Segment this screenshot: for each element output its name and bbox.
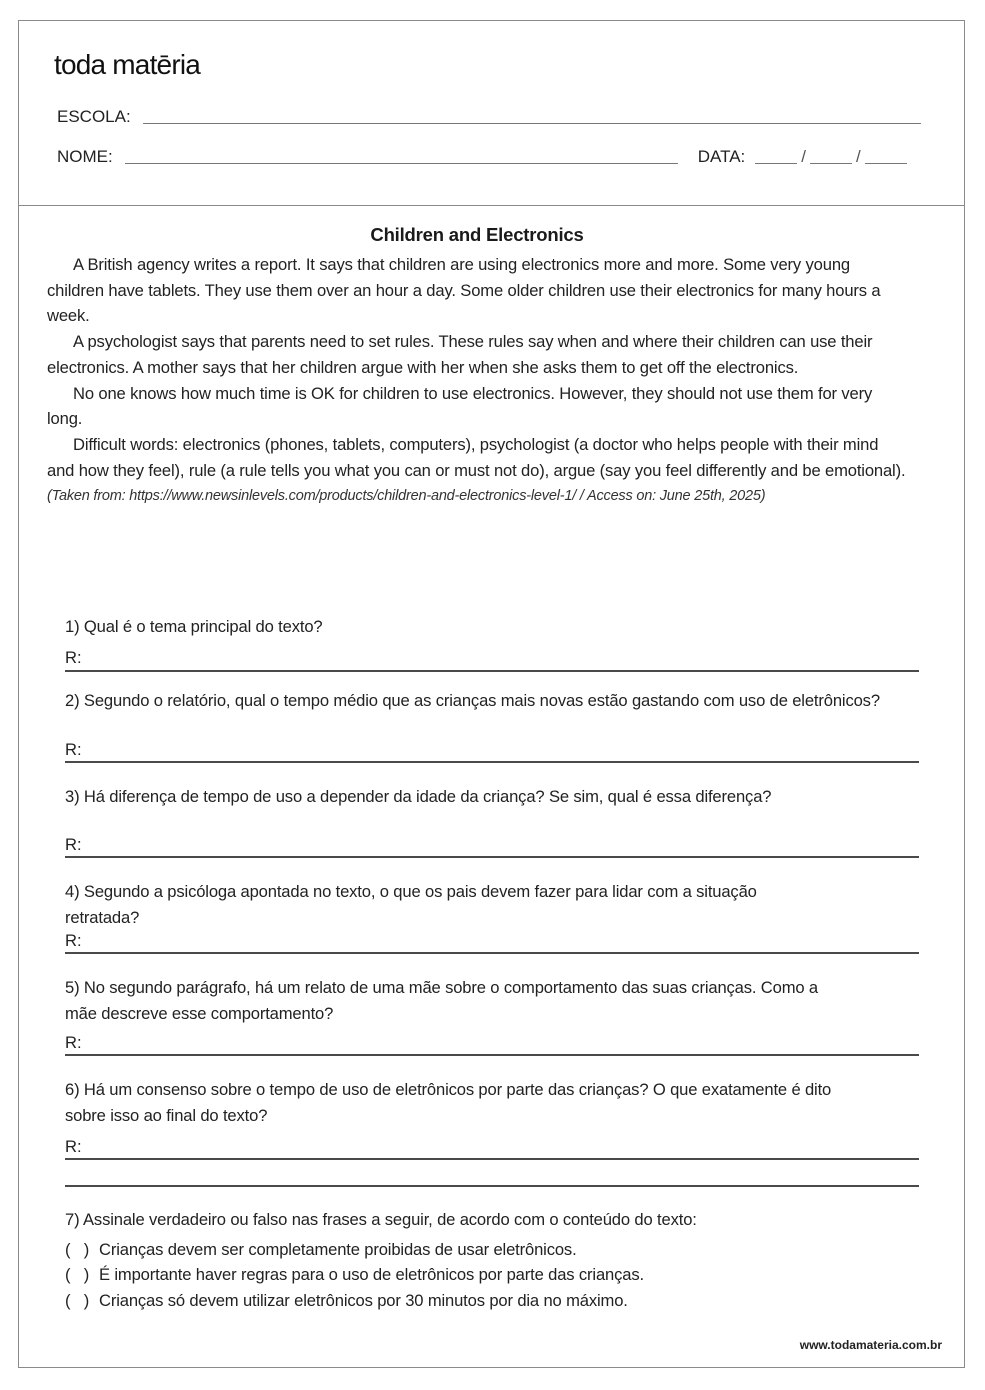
answer-line[interactable] bbox=[65, 952, 919, 954]
question-1: 1) Qual é o tema principal do texto? bbox=[65, 617, 323, 636]
tf-item bbox=[65, 1237, 697, 1263]
date-separator: / bbox=[801, 147, 807, 166]
escola-field bbox=[57, 107, 921, 127]
true-false-section bbox=[65, 1207, 697, 1314]
date-day-blank[interactable] bbox=[755, 163, 797, 164]
worksheet-header bbox=[19, 21, 964, 206]
answer-line[interactable] bbox=[65, 1158, 919, 1160]
data-label: DATA: bbox=[697, 147, 746, 166]
nome-input-line[interactable] bbox=[125, 163, 678, 164]
answer-line[interactable] bbox=[65, 1054, 919, 1056]
article-title: Children and Electronics bbox=[370, 224, 584, 245]
tf-statement: Crianças só devem utilizar eletrônicos por 30 minutos por dia no máximo. bbox=[99, 1291, 628, 1311]
answer-label: R: bbox=[65, 931, 82, 950]
tf-checkbox[interactable]: ( ) bbox=[65, 1265, 90, 1285]
brand-logo: toda matēria bbox=[54, 49, 201, 80]
article-paragraph: A British agency writes a report. It says that children are using electronics more and more. Some very young children have tablets. They use them over an hour a day. Some older children use their electronics for many hours a week. bbox=[47, 255, 881, 326]
question-2: 2) Segundo o relatório, qual o tempo médio que as crianças mais novas estão gastando com uso de eletrônicos? bbox=[65, 691, 880, 710]
article-paragraph: No one knows how much time is OK for children to use electronics. However, they should not use them for very long. bbox=[47, 383, 873, 429]
nome-field bbox=[57, 147, 907, 167]
tf-item bbox=[65, 1262, 697, 1288]
tf-statement: Crianças devem ser completamente proibidas de usar eletrônicos. bbox=[99, 1239, 577, 1259]
escola-label: ESCOLA: bbox=[57, 107, 131, 126]
answer-label: R: bbox=[65, 740, 82, 759]
article-paragraph: A psychologist says that parents need to set rules. These rules say when and where their children can use their electronics. A mother says that her children argue with her when she asks them to get off the electronics. bbox=[47, 332, 873, 377]
answer-label: R: bbox=[65, 1033, 82, 1052]
answer-line[interactable] bbox=[65, 761, 919, 763]
answer-line-extra[interactable] bbox=[65, 1185, 919, 1187]
difficult-words: Difficult words: electronics (phones, tablets, computers), psychologist (a doctor who helps people with their mind and how they feel), rule (a rule tells you what you can or must not do), argue (say you feel differently and be emotional). bbox=[47, 434, 906, 480]
date-field bbox=[755, 147, 906, 167]
question-4: 4) Segundo a psicóloga apontada no texto, o que os pais devem fazer para lidar com a situação retratada? bbox=[65, 882, 757, 927]
escola-input-line[interactable] bbox=[143, 123, 921, 124]
article bbox=[47, 210, 907, 507]
answer-line[interactable] bbox=[65, 856, 919, 858]
answer-label: R: bbox=[65, 835, 82, 854]
answer-label: R: bbox=[65, 648, 82, 667]
answer-line[interactable] bbox=[65, 670, 919, 672]
date-year-blank[interactable] bbox=[865, 163, 907, 164]
nome-label: NOME: bbox=[57, 147, 113, 166]
tf-checkbox[interactable]: ( ) bbox=[65, 1239, 90, 1259]
date-month-blank[interactable] bbox=[810, 163, 852, 164]
tf-item bbox=[65, 1288, 697, 1314]
footer-website: www.todamateria.com.br bbox=[799, 1338, 942, 1352]
source-citation: (Taken from: https://www.newsinlevels.com/products/children-and-electronics-level-1/ / Access on: June 25th, 2025) bbox=[47, 488, 766, 505]
tf-checkbox[interactable]: ( ) bbox=[65, 1291, 90, 1311]
tf-statement: É importante haver regras para o uso de eletrônicos por parte das crianças. bbox=[99, 1265, 644, 1285]
question-6: 6) Há um consenso sobre o tempo de uso de eletrônicos por parte das crianças? O que exatamente é dito sobre isso ao final do texto? bbox=[65, 1080, 832, 1125]
question-3: 3) Há diferença de tempo de uso a depender da idade da criança? Se sim, qual é essa diferença? bbox=[65, 787, 772, 806]
question-5: 5) No segundo parágrafo, há um relato de uma mãe sobre o comportamento das suas crianças. Como a mãe descreve esse comportamento? bbox=[65, 978, 819, 1023]
answer-label: R: bbox=[65, 1137, 82, 1156]
question-7: 7) Assinale verdadeiro ou falso nas frases a seguir, de acordo com o conteúdo do texto: bbox=[65, 1210, 697, 1229]
date-separator: / bbox=[856, 147, 861, 166]
